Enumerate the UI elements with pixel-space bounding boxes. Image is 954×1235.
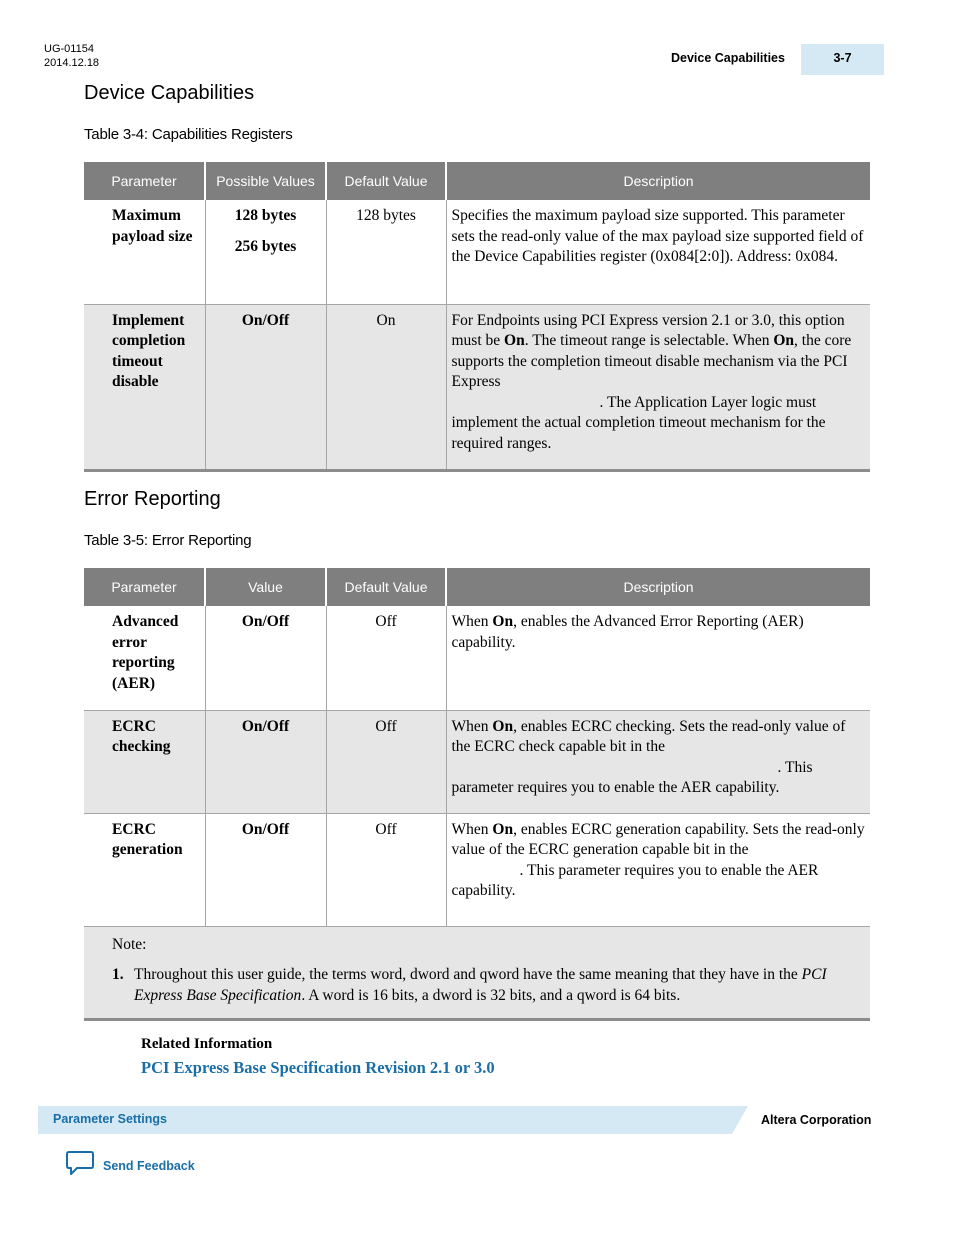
send-feedback-link[interactable] (65, 1150, 195, 1181)
desc-text: . The Application Layer logic must implement the actual completion timeout mechanism for the required ranges. (451, 393, 826, 453)
column-header: Description (446, 568, 870, 606)
table-header-row (84, 568, 870, 606)
description-cell (446, 813, 870, 926)
table-note-row (84, 926, 870, 1020)
table-row (84, 710, 870, 813)
parameter-cell: Implement completion timeout disable (84, 304, 205, 470)
description-cell (446, 710, 870, 813)
column-header: Description (446, 162, 870, 200)
note-text-part: Throughout this user guide, the terms word, dword and qword have the same meaning that they have in the (134, 966, 802, 984)
note-text-part: . A word is 16 bits, a dword is 32 bits, and a qword is 64 bits. (301, 986, 681, 1004)
desc-text: When (451, 613, 493, 630)
desc-text: . The timeout range is selectable. When (524, 332, 774, 350)
running-header-title: Device Capabilities (671, 51, 785, 65)
value-option: 128 bytes (234, 207, 297, 224)
column-header: Default Value (326, 162, 446, 200)
note-item (112, 965, 850, 1006)
parameter-cell: ECRC checking (84, 710, 205, 813)
description-cell (446, 304, 870, 470)
column-header: Possible Values (205, 162, 326, 200)
table-row (84, 606, 870, 710)
document-id: UG-01154 (44, 43, 94, 55)
table-row (84, 200, 870, 304)
values-cell: On/Off (205, 304, 326, 470)
note-number: 1. (112, 966, 124, 984)
value-cell: On/Off (205, 710, 326, 813)
column-header: Default Value (326, 568, 446, 606)
note-label: Note: (112, 935, 147, 953)
error-reporting-table (84, 568, 870, 1021)
table-row (84, 304, 870, 470)
description-cell: Specifies the maximum payload size supported. This parameter sets the read-only value of the max payload size supported field of the Device Capabilities register (0x084[2:0]). Address: 0x084. (446, 200, 870, 304)
value-cell: On/Off (205, 606, 326, 710)
desc-bold: On (504, 332, 525, 350)
column-header: Parameter (84, 568, 205, 606)
document-id-block (44, 42, 99, 70)
value-option: 256 bytes (234, 237, 297, 255)
page-number: 3-7 (801, 44, 884, 75)
related-link[interactable]: PCI Express Base Specification Revision 2.1 or 3.0 (141, 1058, 495, 1077)
section-heading-device-capabilities: Device Capabilities (84, 82, 255, 104)
values-cell (205, 200, 326, 304)
note-text (134, 965, 850, 1006)
desc-text: When (451, 820, 493, 838)
section-heading-error-reporting: Error Reporting (84, 488, 221, 510)
default-cell: Off (326, 606, 446, 710)
parameter-cell: ECRC generation (84, 813, 205, 926)
table-row (84, 813, 870, 926)
desc-text: , enables ECRC generation capability. Sets the read-only value of the ECRC generation capable bit in the (451, 820, 865, 859)
value-cell: On/Off (205, 813, 326, 926)
note-cell (84, 926, 870, 1020)
default-cell: Off (326, 813, 446, 926)
related-information-heading: Related Information (141, 1036, 273, 1052)
description-cell (446, 606, 870, 710)
default-cell: On (326, 304, 446, 470)
desc-text: . This parameter requires you to enable the AER capability. (451, 861, 819, 900)
table-caption-capabilities: Table 3-4: Capabilities Registers (84, 126, 293, 143)
send-feedback-label: Send Feedback (103, 1158, 195, 1173)
note-text-italic: PCI Express Base Specification (134, 966, 827, 1004)
speech-bubble-icon (65, 1150, 95, 1181)
desc-text: For Endpoints using PCI Express version 2.1 or 3.0, this option must be (451, 311, 845, 350)
footer-chapter-link[interactable]: Parameter Settings (53, 1112, 167, 1126)
column-header: Parameter (84, 162, 205, 200)
desc-text: , the core supports the completion timeout disable mechanism via the PCI Express (451, 332, 852, 391)
desc-bold: On (492, 717, 514, 735)
desc-text: , enables ECRC checking. Sets the read-only value of the ECRC check capable bit in the (451, 717, 846, 756)
footer-company: Altera Corporation (761, 1113, 872, 1127)
desc-text: When (451, 717, 493, 735)
default-cell: Off (326, 710, 446, 813)
desc-bold: On (492, 613, 514, 630)
table-header-row (84, 162, 870, 200)
default-cell: 128 bytes (326, 200, 446, 304)
desc-bold: On (492, 820, 514, 838)
table-caption-error-reporting: Table 3-5: Error Reporting (84, 532, 252, 549)
document-date: 2014.12.18 (44, 57, 100, 69)
desc-text: , enables the Advanced Error Reporting (AER) capability. (451, 613, 804, 651)
desc-text: . This parameter requires you to enable the AER capability. (451, 758, 813, 797)
capabilities-registers-table (84, 162, 870, 472)
parameter-cell: Advanced error reporting (AER) (112, 613, 179, 692)
parameter-cell: Maximum payload size (112, 207, 193, 245)
desc-bold: On (773, 332, 795, 350)
column-header: Value (205, 568, 326, 606)
